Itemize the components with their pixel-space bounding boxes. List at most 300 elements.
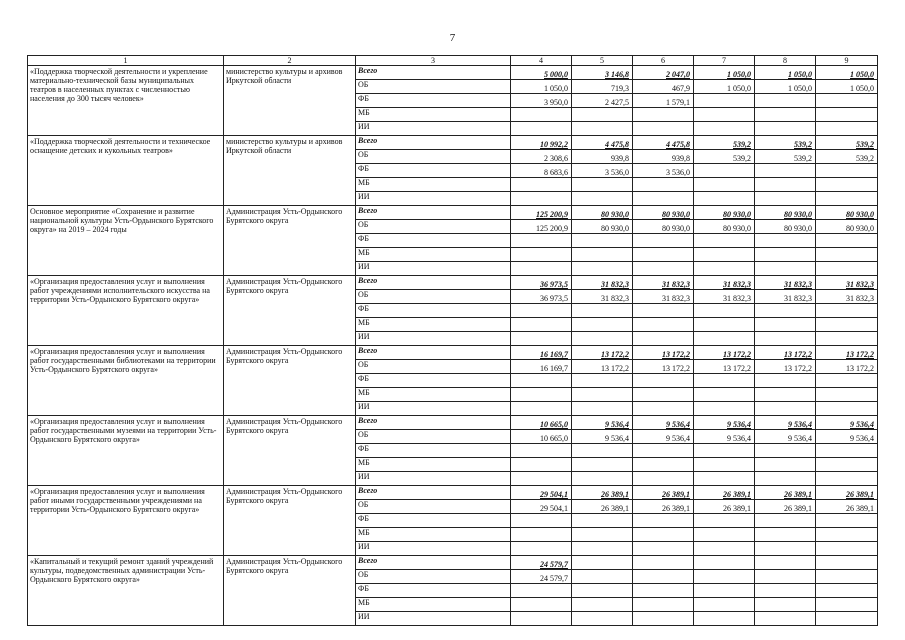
amount-cell — [572, 402, 633, 416]
amount-cell — [572, 122, 633, 136]
amount-cell — [816, 570, 878, 584]
amount-cell — [816, 304, 878, 318]
amount-cell — [633, 108, 694, 122]
amount-cell: 3 950,0 — [511, 94, 572, 108]
funding-source: ФБ — [356, 444, 511, 458]
amount-cell — [511, 584, 572, 598]
amount-cell — [694, 318, 755, 332]
amount-cell — [633, 542, 694, 556]
amount-cell: 3 536,0 — [633, 164, 694, 178]
amount-cell — [572, 444, 633, 458]
amount-cell — [633, 514, 694, 528]
amount-cell: 31 832,3 — [633, 276, 694, 290]
amount-cell — [816, 262, 878, 276]
amount-cell: 1 050,0 — [816, 80, 878, 94]
amount-cell — [816, 514, 878, 528]
amount-cell — [572, 304, 633, 318]
amount-cell: 539,2 — [694, 150, 755, 164]
amount-cell: 31 832,3 — [816, 290, 878, 304]
amount-cell — [511, 332, 572, 346]
funding-source: ИИ — [356, 262, 511, 276]
amount-cell: 9 536,4 — [572, 416, 633, 430]
amount-cell — [572, 178, 633, 192]
amount-cell: 13 172,2 — [572, 346, 633, 360]
amount-cell — [816, 332, 878, 346]
amount-cell — [511, 458, 572, 472]
amount-cell — [633, 598, 694, 612]
amount-cell — [755, 178, 816, 192]
amount-cell: 80 930,0 — [816, 220, 878, 234]
amount-cell — [633, 332, 694, 346]
amount-cell: 4 475,8 — [633, 136, 694, 150]
table-row-total — [28, 416, 878, 430]
amount-cell — [633, 556, 694, 570]
amount-cell — [572, 374, 633, 388]
amount-cell: 539,2 — [816, 150, 878, 164]
amount-cell — [694, 472, 755, 486]
amount-cell: 26 389,1 — [633, 486, 694, 500]
amount-cell — [816, 108, 878, 122]
amount-cell: 31 832,3 — [755, 290, 816, 304]
amount-cell — [755, 570, 816, 584]
amount-cell: 80 930,0 — [694, 206, 755, 220]
amount-cell: 36 973,5 — [511, 276, 572, 290]
amount-cell: 2 427,5 — [572, 94, 633, 108]
amount-cell — [633, 374, 694, 388]
funding-source: ФБ — [356, 374, 511, 388]
activity-description: «Организация предоставления услуг и выполнения работ государственными музеями на территории Усть-Ордынского Бурятского округа» — [28, 416, 224, 486]
amount-cell — [572, 570, 633, 584]
amount-cell: 26 389,1 — [755, 500, 816, 514]
amount-cell — [633, 234, 694, 248]
amount-cell — [511, 542, 572, 556]
amount-cell — [816, 388, 878, 402]
funding-source: МБ — [356, 248, 511, 262]
activity-description: «Капитальный и текущий ремонт зданий учреждений культуры, подведомственных администрации Усть-Ордынского Бурятского округа» — [28, 556, 224, 626]
column-header: 4 — [511, 56, 572, 66]
amount-cell — [633, 584, 694, 598]
amount-cell: 939,8 — [633, 150, 694, 164]
amount-cell — [572, 472, 633, 486]
amount-cell — [572, 262, 633, 276]
funding-source: ИИ — [356, 192, 511, 206]
table-row-total — [28, 486, 878, 500]
amount-cell: 539,2 — [755, 136, 816, 150]
amount-cell: 10 665,0 — [511, 430, 572, 444]
amount-cell — [755, 108, 816, 122]
funding-source: ФБ — [356, 164, 511, 178]
amount-cell — [694, 304, 755, 318]
funding-source: Всего — [356, 346, 511, 360]
amount-cell: 26 389,1 — [633, 500, 694, 514]
amount-cell — [755, 542, 816, 556]
amount-cell — [694, 444, 755, 458]
amount-cell — [694, 598, 755, 612]
amount-cell — [694, 402, 755, 416]
amount-cell — [572, 584, 633, 598]
amount-cell — [694, 234, 755, 248]
executor: министерство культуры и архивов Иркутской области — [224, 136, 356, 206]
funding-source: МБ — [356, 598, 511, 612]
budget-table — [27, 55, 878, 626]
amount-cell — [755, 122, 816, 136]
amount-cell — [633, 402, 694, 416]
amount-cell: 80 930,0 — [755, 220, 816, 234]
funding-source: МБ — [356, 388, 511, 402]
amount-cell — [755, 248, 816, 262]
funding-source: МБ — [356, 108, 511, 122]
executor: Администрация Усть-Ордынского Бурятского округа — [224, 346, 356, 416]
amount-cell: 80 930,0 — [572, 206, 633, 220]
amount-cell: 31 832,3 — [633, 290, 694, 304]
amount-cell — [694, 178, 755, 192]
amount-cell — [694, 108, 755, 122]
amount-cell: 9 536,4 — [755, 430, 816, 444]
amount-cell — [572, 108, 633, 122]
amount-cell — [511, 234, 572, 248]
amount-cell — [694, 514, 755, 528]
amount-cell: 24 579,7 — [511, 556, 572, 570]
amount-cell — [694, 262, 755, 276]
amount-cell: 539,2 — [694, 136, 755, 150]
amount-cell: 719,3 — [572, 80, 633, 94]
amount-cell: 24 579,7 — [511, 570, 572, 584]
activity-description: «Организация предоставления услуг и выполнения работ учреждениями исполнительского искусства на территории Усть-Ордынского Бурятского округа» — [28, 276, 224, 346]
column-header: 8 — [755, 56, 816, 66]
amount-cell: 467,9 — [633, 80, 694, 94]
amount-cell — [755, 332, 816, 346]
amount-cell — [694, 542, 755, 556]
amount-cell: 80 930,0 — [755, 206, 816, 220]
amount-cell: 2 308,6 — [511, 150, 572, 164]
funding-source: Всего — [356, 206, 511, 220]
funding-source: ОБ — [356, 360, 511, 374]
table-row-total — [28, 556, 878, 570]
funding-source: ФБ — [356, 94, 511, 108]
amount-cell: 13 172,2 — [755, 346, 816, 360]
amount-cell — [633, 262, 694, 276]
executor: Администрация Усть-Ордынского Бурятского округа — [224, 206, 356, 276]
table-row-total — [28, 206, 878, 220]
amount-cell — [816, 556, 878, 570]
amount-cell — [816, 472, 878, 486]
amount-cell — [511, 514, 572, 528]
amount-cell — [572, 318, 633, 332]
amount-cell — [816, 458, 878, 472]
amount-cell — [755, 304, 816, 318]
amount-cell — [633, 248, 694, 262]
amount-cell — [633, 444, 694, 458]
amount-cell — [511, 374, 572, 388]
amount-cell — [511, 598, 572, 612]
amount-cell — [694, 458, 755, 472]
amount-cell — [755, 584, 816, 598]
amount-cell: 125 200,9 — [511, 220, 572, 234]
amount-cell: 3 536,0 — [572, 164, 633, 178]
header-row — [28, 56, 878, 66]
funding-source: ОБ — [356, 570, 511, 584]
funding-source: ОБ — [356, 430, 511, 444]
amount-cell — [633, 304, 694, 318]
amount-cell — [755, 556, 816, 570]
executor: Администрация Усть-Ордынского Бурятского округа — [224, 276, 356, 346]
amount-cell — [816, 178, 878, 192]
amount-cell: 16 169,7 — [511, 360, 572, 374]
amount-cell — [816, 122, 878, 136]
activity-description: Основное мероприятие «Сохранение и развитие национальной культуры Усть-Ордынского Бурятского округа» на 2019 – 2024 годы — [28, 206, 224, 276]
amount-cell: 80 930,0 — [694, 220, 755, 234]
funding-source: Всего — [356, 416, 511, 430]
amount-cell: 80 930,0 — [633, 220, 694, 234]
amount-cell: 29 504,1 — [511, 486, 572, 500]
amount-cell — [572, 192, 633, 206]
funding-source: ФБ — [356, 584, 511, 598]
amount-cell: 5 000,0 — [511, 66, 572, 80]
amount-cell — [816, 164, 878, 178]
amount-cell — [511, 122, 572, 136]
amount-cell — [511, 472, 572, 486]
amount-cell — [694, 374, 755, 388]
amount-cell: 9 536,4 — [694, 416, 755, 430]
funding-source: ФБ — [356, 304, 511, 318]
amount-cell — [755, 472, 816, 486]
amount-cell: 26 389,1 — [694, 486, 755, 500]
funding-source: Всего — [356, 486, 511, 500]
funding-source: ОБ — [356, 80, 511, 94]
amount-cell: 26 389,1 — [694, 500, 755, 514]
amount-cell — [511, 388, 572, 402]
amount-cell: 1 579,1 — [633, 94, 694, 108]
amount-cell: 8 683,6 — [511, 164, 572, 178]
activity-description: «Организация предоставления услуг и выполнения работ иными государственными учреждениями на территории Усть-Ордынского Бурятского округа» — [28, 486, 224, 556]
amount-cell — [694, 570, 755, 584]
amount-cell — [755, 192, 816, 206]
amount-cell: 9 536,4 — [633, 416, 694, 430]
amount-cell — [633, 528, 694, 542]
amount-cell: 2 047,0 — [633, 66, 694, 80]
amount-cell — [694, 612, 755, 626]
amount-cell: 13 172,2 — [755, 360, 816, 374]
amount-cell: 4 475,8 — [572, 136, 633, 150]
amount-cell: 80 930,0 — [572, 220, 633, 234]
amount-cell — [755, 444, 816, 458]
funding-source: Всего — [356, 556, 511, 570]
amount-cell — [816, 192, 878, 206]
column-header: 7 — [694, 56, 755, 66]
amount-cell — [816, 234, 878, 248]
funding-source: ОБ — [356, 220, 511, 234]
amount-cell: 9 536,4 — [694, 430, 755, 444]
amount-cell: 26 389,1 — [572, 500, 633, 514]
amount-cell: 9 536,4 — [572, 430, 633, 444]
funding-source: МБ — [356, 458, 511, 472]
amount-cell: 9 536,4 — [633, 430, 694, 444]
funding-source: ИИ — [356, 332, 511, 346]
amount-cell — [633, 472, 694, 486]
amount-cell — [816, 94, 878, 108]
amount-cell: 1 050,0 — [694, 66, 755, 80]
amount-cell — [572, 248, 633, 262]
amount-cell — [694, 122, 755, 136]
amount-cell — [633, 612, 694, 626]
amount-cell: 31 832,3 — [694, 290, 755, 304]
amount-cell: 539,2 — [755, 150, 816, 164]
amount-cell — [755, 528, 816, 542]
activity-description: «Поддержка творческой деятельности и укрепление материально-технической базы муниципальных театров в населенных пунктах с численностью населения до 300 тысяч человек» — [28, 66, 224, 136]
amount-cell: 13 172,2 — [572, 360, 633, 374]
amount-cell: 31 832,3 — [572, 290, 633, 304]
amount-cell — [511, 178, 572, 192]
amount-cell — [572, 458, 633, 472]
funding-source: МБ — [356, 528, 511, 542]
amount-cell: 9 536,4 — [755, 416, 816, 430]
amount-cell: 125 200,9 — [511, 206, 572, 220]
amount-cell — [572, 598, 633, 612]
column-header: 6 — [633, 56, 694, 66]
amount-cell: 3 146,8 — [572, 66, 633, 80]
executor: Администрация Усть-Ордынского Бурятского округа — [224, 556, 356, 626]
amount-cell — [633, 318, 694, 332]
amount-cell — [633, 458, 694, 472]
amount-cell — [511, 262, 572, 276]
amount-cell — [572, 514, 633, 528]
funding-source: Всего — [356, 66, 511, 80]
amount-cell — [694, 164, 755, 178]
funding-source: ИИ — [356, 402, 511, 416]
funding-source: Всего — [356, 276, 511, 290]
amount-cell: 1 050,0 — [694, 80, 755, 94]
amount-cell — [816, 374, 878, 388]
amount-cell — [572, 556, 633, 570]
amount-cell: 1 050,0 — [511, 80, 572, 94]
funding-source: ОБ — [356, 290, 511, 304]
table-row-total — [28, 136, 878, 150]
amount-cell: 31 832,3 — [572, 276, 633, 290]
amount-cell — [755, 598, 816, 612]
amount-cell — [511, 402, 572, 416]
amount-cell — [755, 234, 816, 248]
amount-cell: 26 389,1 — [816, 486, 878, 500]
column-header: 9 — [816, 56, 878, 66]
amount-cell — [511, 304, 572, 318]
executor: Администрация Усть-Ордынского Бурятского округа — [224, 416, 356, 486]
amount-cell — [694, 528, 755, 542]
amount-cell: 9 536,4 — [816, 430, 878, 444]
amount-cell — [694, 556, 755, 570]
amount-cell — [572, 612, 633, 626]
amount-cell: 26 389,1 — [816, 500, 878, 514]
column-header: 5 — [572, 56, 633, 66]
amount-cell — [816, 584, 878, 598]
funding-source: ИИ — [356, 542, 511, 556]
amount-cell: 1 050,0 — [755, 80, 816, 94]
funding-source: ИИ — [356, 612, 511, 626]
funding-source: ОБ — [356, 150, 511, 164]
amount-cell — [511, 444, 572, 458]
amount-cell: 80 930,0 — [633, 206, 694, 220]
amount-cell: 1 050,0 — [755, 66, 816, 80]
amount-cell — [572, 528, 633, 542]
amount-cell — [816, 318, 878, 332]
amount-cell: 1 050,0 — [816, 66, 878, 80]
amount-cell — [633, 122, 694, 136]
amount-cell — [511, 318, 572, 332]
amount-cell: 29 504,1 — [511, 500, 572, 514]
amount-cell — [755, 514, 816, 528]
amount-cell — [572, 332, 633, 346]
amount-cell: 13 172,2 — [694, 360, 755, 374]
activity-description: «Поддержка творческой деятельности и техническое оснащение детских и кукольных театров» — [28, 136, 224, 206]
page-number: 7 — [449, 32, 456, 44]
amount-cell — [755, 402, 816, 416]
amount-cell — [511, 612, 572, 626]
amount-cell: 939,8 — [572, 150, 633, 164]
amount-cell — [633, 192, 694, 206]
amount-cell: 9 536,4 — [816, 416, 878, 430]
amount-cell: 26 389,1 — [572, 486, 633, 500]
amount-cell: 13 172,2 — [633, 346, 694, 360]
funding-source: ИИ — [356, 122, 511, 136]
amount-cell — [755, 374, 816, 388]
amount-cell: 539,2 — [816, 136, 878, 150]
amount-cell: 13 172,2 — [816, 360, 878, 374]
amount-cell — [511, 528, 572, 542]
amount-cell — [755, 388, 816, 402]
amount-cell — [511, 192, 572, 206]
amount-cell — [816, 402, 878, 416]
amount-cell — [816, 612, 878, 626]
amount-cell — [694, 248, 755, 262]
amount-cell — [572, 542, 633, 556]
amount-cell: 13 172,2 — [633, 360, 694, 374]
amount-cell: 26 389,1 — [755, 486, 816, 500]
amount-cell — [755, 164, 816, 178]
funding-source: ОБ — [356, 500, 511, 514]
amount-cell — [755, 94, 816, 108]
amount-cell — [572, 388, 633, 402]
amount-cell: 13 172,2 — [694, 346, 755, 360]
table-row-total — [28, 276, 878, 290]
executor: министерство культуры и архивов Иркутской области — [224, 66, 356, 136]
amount-cell — [694, 584, 755, 598]
amount-cell — [816, 542, 878, 556]
column-header: 3 — [356, 56, 511, 66]
amount-cell — [694, 388, 755, 402]
amount-cell — [755, 612, 816, 626]
amount-cell: 80 930,0 — [816, 206, 878, 220]
amount-cell — [633, 570, 694, 584]
amount-cell — [816, 528, 878, 542]
table-row-total — [28, 66, 878, 80]
activity-description: «Организация предоставления услуг и выполнения работ государственными библиотеками на территории Усть-Ордынского Бурятского округа» — [28, 346, 224, 416]
funding-source: Всего — [356, 136, 511, 150]
amount-cell — [816, 248, 878, 262]
amount-cell: 13 172,2 — [816, 346, 878, 360]
amount-cell — [816, 598, 878, 612]
amount-cell: 10 665,0 — [511, 416, 572, 430]
funding-source: ФБ — [356, 514, 511, 528]
amount-cell — [633, 178, 694, 192]
amount-cell — [755, 262, 816, 276]
table-row-total — [28, 346, 878, 360]
amount-cell — [572, 234, 633, 248]
funding-source: МБ — [356, 178, 511, 192]
amount-cell: 31 832,3 — [755, 276, 816, 290]
amount-cell: 31 832,3 — [816, 276, 878, 290]
funding-source: ИИ — [356, 472, 511, 486]
amount-cell — [633, 388, 694, 402]
amount-cell — [511, 108, 572, 122]
